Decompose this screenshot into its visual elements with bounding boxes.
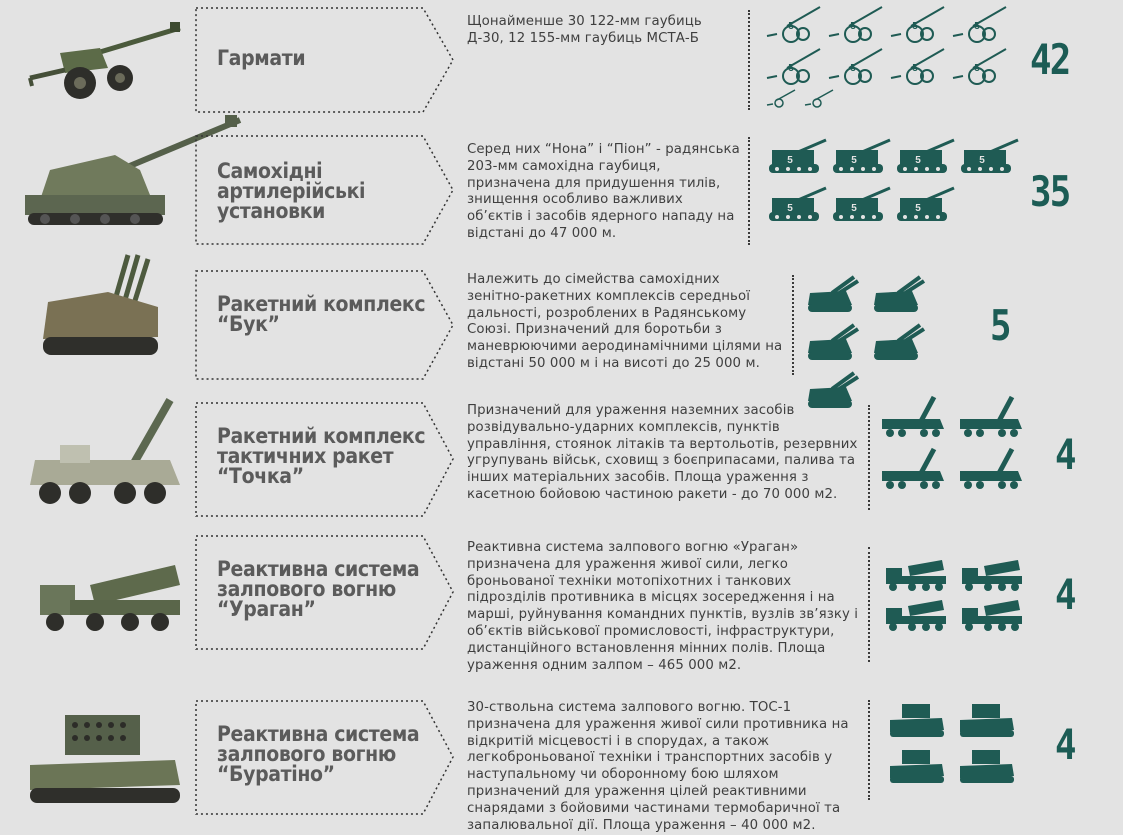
howitzer-group-icon <box>827 4 889 46</box>
svg-text:5: 5 <box>787 203 793 214</box>
unit-icons <box>880 395 1040 499</box>
weapon-label: Ракетний комплекс “Бук” <box>217 292 426 336</box>
svg-text:5: 5 <box>850 63 856 74</box>
howitzer-group-icon <box>765 4 827 46</box>
weapon-row-buk <box>0 255 1123 385</box>
dotted-separator <box>748 10 750 110</box>
weapon-description: 30-ствольна система залпового вогню. ТОС-1 призначена для ураження живої сили противника на відкритій місцевості і в спорудах, а також легкоброньованої техніки і транспортних засобів у наступальному чи оборонному бою шляхом призначений для ураження цілей реактивними снарядами з бойовими частинами термобаричної та запалювальної дії. Площа ураження – 40 000 м2. <box>467 700 849 833</box>
howitzer-group-icon <box>951 4 1013 46</box>
tochka-photo <box>20 390 185 510</box>
svg-text:5: 5 <box>850 21 856 32</box>
weapon-row-uragan <box>0 525 1123 675</box>
spg-group-icon <box>832 138 892 178</box>
dotted-separator <box>868 547 870 662</box>
svg-text:5: 5 <box>979 155 985 166</box>
howitzer-photo <box>20 18 185 103</box>
svg-text:5: 5 <box>974 21 980 32</box>
tochka-icon <box>958 395 1028 439</box>
uragan-icon <box>960 558 1026 592</box>
buk-icon <box>872 323 928 363</box>
unit-icons <box>884 558 1044 638</box>
tos-icon <box>888 748 948 786</box>
svg-text:5: 5 <box>912 63 918 74</box>
weapon-row-spg <box>0 125 1123 250</box>
howitzer-icon <box>803 88 837 110</box>
svg-text:5: 5 <box>787 155 793 166</box>
unit-icons <box>765 4 1025 110</box>
tos-icon <box>958 702 1018 740</box>
unit-count: 4 <box>1055 720 1075 769</box>
unit-icons <box>888 702 1038 794</box>
svg-text:5: 5 <box>851 203 857 214</box>
weapon-label: Самохідні артилерійські установки <box>217 159 366 223</box>
spg-group-icon <box>768 138 828 178</box>
weapon-row-tos <box>0 690 1123 835</box>
tos-icon <box>888 702 948 740</box>
unit-icons <box>768 138 1028 234</box>
uragan-icon <box>884 598 950 632</box>
tos-icon <box>958 748 1018 786</box>
tochka-icon <box>880 395 950 439</box>
svg-text:5: 5 <box>915 203 921 214</box>
spg-group-icon <box>896 186 956 226</box>
spg-group-icon <box>832 186 892 226</box>
tochka-icon <box>880 447 950 491</box>
dotted-separator <box>748 137 750 245</box>
weapon-label: Реактивна система залпового вогню “Буратіно” <box>217 722 420 786</box>
spg-group-icon <box>896 138 956 178</box>
weapon-label: Реактивна система залпового вогню “Ураган” <box>217 557 420 621</box>
svg-text:5: 5 <box>912 21 918 32</box>
dotted-separator <box>792 275 794 375</box>
weapon-description: Серед них “Нона” і “Піон” - радянська 203-мм самохідна гаубиця, призначена для придушення тилів, знищення особливо важливих об’єктів і засобів ядерного нападу на відстані до 47 000 м. <box>467 142 740 241</box>
svg-text:5: 5 <box>788 21 794 32</box>
unit-count: 35 <box>1030 167 1070 216</box>
weapon-row-tochka <box>0 390 1123 520</box>
howitzer-group-icon <box>889 46 951 88</box>
weapon-label: Гармати <box>217 46 306 70</box>
svg-text:5: 5 <box>915 155 921 166</box>
tochka-icon <box>958 447 1028 491</box>
svg-text:5: 5 <box>974 63 980 74</box>
unit-count: 4 <box>1055 430 1075 479</box>
buk-icon <box>806 275 862 315</box>
uragan-photo <box>35 560 185 640</box>
tos-photo <box>25 710 185 810</box>
weapon-row-guns <box>0 0 1123 120</box>
unit-count: 4 <box>1055 570 1075 619</box>
uragan-icon <box>884 558 950 592</box>
howitzer-group-icon <box>827 46 889 88</box>
howitzer-group-icon <box>951 46 1013 88</box>
buk-photo <box>38 247 168 367</box>
weapon-label: Ракетний комплекс тактичних ракет “Точка” <box>217 424 426 488</box>
howitzer-group-icon <box>889 4 951 46</box>
buk-icon <box>872 275 928 315</box>
spg-group-icon <box>960 138 1020 178</box>
weapon-description: Реактивна система залпового вогню «Ураган» призначена для ураження живої сили, легко броньованої техніки мотопіхотних і танкових підрозділів противника в місцях зосередження і на марші, руйнування командних пунктів, вузлів зв’язку і об’єктів військової промисловості, інфраструктури, дистанційного встановлення мінних полів. Площа ураження одним залпом – 465 000 м2. <box>467 540 859 673</box>
weapon-description: Належить до сімейства самохідних зенітно-ракетних комплексів середньої дальності, розроблених в Радянському Союзі. Призначений для боротьби з маневрюючими аеродинамічними цілями на відстані 50 000 м і на висоті до 25 000 м. <box>467 272 783 371</box>
weapon-description: Призначений для ураження наземних засобів розвідувально-ударних комплексів, пунктів управління, стоянок літаків та вертольотів, резервних угрупувань військ, сховищ з боєприпасами, палива та інших матеріальних засобів. Площа ураження з касетною бойовою частиною ракети - до 70 000 м2. <box>467 403 858 502</box>
spg-group-icon <box>768 186 828 226</box>
howitzer-icon <box>765 88 799 110</box>
svg-text:5: 5 <box>788 63 794 74</box>
dotted-separator <box>868 700 870 800</box>
svg-text:5: 5 <box>851 155 857 166</box>
uragan-icon <box>960 598 1026 632</box>
weapon-description: Щонайменше 30 122-мм гаубиць Д-30, 12 155-мм гаубиць МСТА-Б <box>467 14 702 46</box>
unit-count: 5 <box>990 301 1010 350</box>
unit-count: 42 <box>1030 35 1070 84</box>
howitzer-group-icon <box>765 46 827 88</box>
buk-icon <box>806 323 862 363</box>
dotted-separator <box>868 405 870 510</box>
